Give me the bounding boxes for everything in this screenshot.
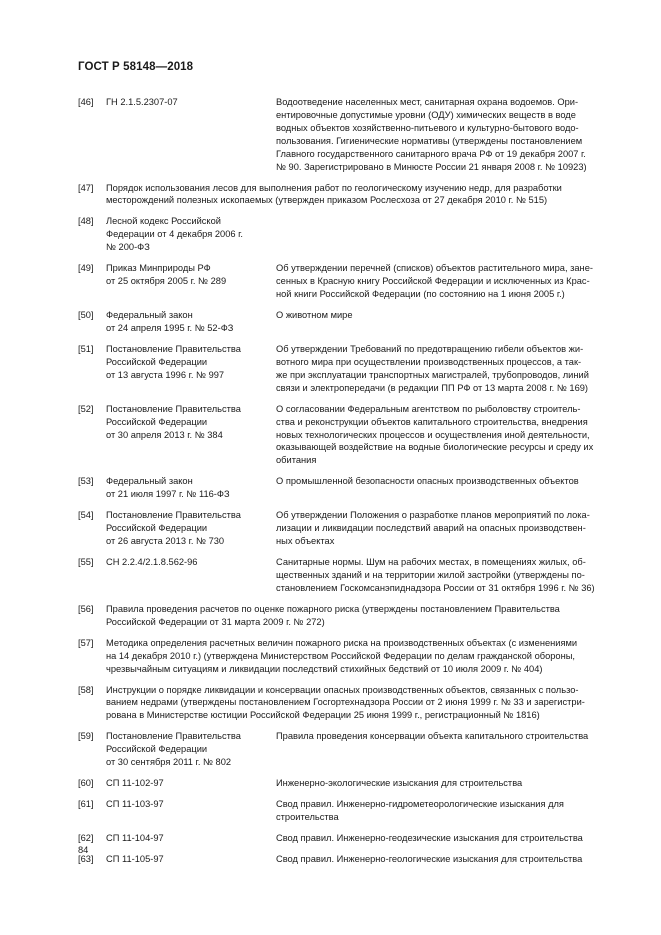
- reference-entry: [78, 637, 616, 676]
- reference-number: [56]: [78, 603, 94, 614]
- reference-title: [276, 832, 616, 845]
- reference-text-line: Водоотведение населенных мест, санитарная охрана водоемов. Ори-: [276, 97, 579, 107]
- reference-entry: [78, 262, 616, 301]
- reference-text-line: от 26 августа 2013 г. № 730: [106, 536, 225, 547]
- reference-title: [276, 730, 616, 769]
- reference-text-line: Российской Федерации от 31 марта 2009 г. № 272): [106, 616, 325, 627]
- reference-text-line: Лесной кодекс Российской: [106, 216, 221, 227]
- reference-text-line: щественных зданий и на территории жилой застройки (утверждены по-: [276, 569, 585, 580]
- reference-title: [276, 403, 616, 468]
- reference-source: [106, 853, 276, 866]
- reference-source: [106, 343, 276, 395]
- reference-text-line: Российской Федерации: [106, 416, 208, 427]
- reference-text-line: Постановление Правительства: [106, 343, 241, 354]
- reference-text-line: ГН 2.1.5.2307-07: [106, 97, 178, 107]
- reference-text-line: О согласовании Федеральным агентством по рыболовству строитель-: [276, 403, 581, 414]
- reference-entry: [78, 343, 616, 395]
- reference-source: [106, 509, 276, 548]
- reference-number: [62]: [78, 833, 94, 844]
- reference-full-text: [106, 603, 616, 629]
- reference-source: [106, 777, 276, 790]
- reference-number: [61]: [78, 799, 94, 810]
- reference-number: [51]: [78, 343, 94, 354]
- reference-number: [60]: [78, 778, 94, 789]
- reference-text-line: ных объектах: [276, 536, 335, 547]
- reference-text-line: СН 2.2.4/2.1.8.562-96: [106, 557, 198, 568]
- reference-entry: [78, 475, 616, 501]
- page-number: 84: [78, 845, 89, 855]
- reference-text-line: Об утверждении Положения о разработке планов мероприятий по лока-: [276, 510, 590, 521]
- reference-title: [276, 96, 616, 173]
- reference-title: [276, 777, 616, 790]
- reference-number: [55]: [78, 557, 94, 568]
- reference-number: [58]: [78, 684, 94, 695]
- reference-title: [276, 798, 616, 824]
- reference-entry: [78, 509, 616, 548]
- reference-text-line: СП 11-105-97: [106, 854, 164, 865]
- reference-text-line: Российской Федерации: [106, 523, 208, 534]
- reference-entry: [78, 684, 616, 723]
- reference-number: [52]: [78, 403, 94, 414]
- reference-title: [276, 262, 616, 301]
- reference-text-line: Правила проведения консервации объекта капитального строительства: [276, 731, 589, 742]
- reference-text-line: становлением Госкомсанэпиднадзора России от 31 октября 1996 г. № 36): [276, 582, 595, 593]
- reference-entry: [78, 730, 616, 769]
- reference-source: [106, 832, 276, 845]
- reference-text-line: же при эксплуатации транспортных магистралей, трубопроводов, линий: [276, 369, 589, 380]
- reference-number: [46]: [78, 97, 94, 107]
- reference-entry: [78, 182, 616, 208]
- reference-source: [106, 96, 276, 173]
- reference-text-line: связи и электропередачи (в редакции ПП РФ от 13 марта 2008 г. № 169): [276, 382, 589, 393]
- reference-number: [49]: [78, 263, 94, 274]
- reference-number: [53]: [78, 476, 94, 487]
- reference-entry: [78, 853, 616, 866]
- reference-text-line: сенных в Красную книгу Российской Федерации и исключенных из Крас-: [276, 276, 590, 287]
- reference-text-line: Об утверждении перечней (списков) объектов растительного мира, зане-: [276, 263, 593, 274]
- reference-text-line: обитания: [276, 455, 317, 466]
- reference-text-line: ства и реконструкции объектов капитального строительства, внедрения: [276, 416, 588, 427]
- reference-text-line: СП 11-102-97: [106, 778, 164, 789]
- reference-number: [63]: [78, 854, 94, 865]
- reference-text-line: Приказ Минприроды РФ: [106, 263, 211, 274]
- reference-entry: [78, 777, 616, 790]
- reference-text-line: Федеральный закон: [106, 310, 193, 321]
- reference-text-line: лизации и ликвидации последствий аварий на опасных производствен-: [276, 523, 586, 534]
- references-list: [78, 96, 616, 874]
- reference-text-line: ной книги Российской Федерации (по состоянию на 1 июня 2005 г.): [276, 289, 565, 300]
- reference-entry: [78, 798, 616, 824]
- reference-title: [276, 215, 616, 254]
- reference-number: [54]: [78, 510, 94, 521]
- reference-text-line: Инструкции о порядке ликвидации и консервации опасных производственных объектов, связанных с пользо-: [106, 684, 579, 695]
- reference-number: [47]: [78, 182, 94, 193]
- reference-source: [106, 475, 276, 501]
- reference-full-text: [106, 637, 616, 676]
- reference-text-line: от 24 апреля 1995 г. № 52-ФЗ: [106, 322, 234, 333]
- reference-entry: [78, 403, 616, 468]
- reference-text-line: Санитарные нормы. Шум на рабочих местах, в помещениях жилых, об-: [276, 557, 586, 568]
- reference-text-line: от 30 апреля 2013 г. № 384: [106, 429, 223, 440]
- reference-text-line: вотного мира при осуществлении производственных процессов, а так-: [276, 356, 582, 367]
- reference-text-line: от 25 октября 2005 г. № 289: [106, 276, 227, 287]
- reference-text-line: СП 11-103-97: [106, 799, 164, 810]
- reference-text-line: от 21 июля 1997 г. № 116-ФЗ: [106, 489, 230, 500]
- reference-source: [106, 798, 276, 824]
- reference-number: [50]: [78, 310, 94, 321]
- reference-full-text: [106, 182, 616, 208]
- reference-text-line: оказывающей воздействие на водные биологические ресурсы и среду их: [276, 442, 594, 453]
- reference-number: [57]: [78, 637, 94, 648]
- reference-text-line: Федеральный закон: [106, 476, 193, 487]
- reference-number: [48]: [78, 216, 94, 227]
- reference-text-line: месторождений полезных ископаемых (утвержден приказом Рослесхоза от 27 декабря 2010 г. № 515): [106, 195, 548, 206]
- reference-text-line: Свод правил. Инженерно-геологические изыскания для строительства: [276, 854, 583, 865]
- reference-text-line: № 90. Зарегистрировано в Минюсте России 21 января 2008 г. № 10923): [276, 161, 587, 172]
- document-header: ГОСТ Р 58148—2018: [78, 61, 194, 73]
- reference-source: [106, 730, 276, 769]
- reference-entry: [78, 215, 616, 254]
- reference-text-line: Постановление Правительства: [106, 731, 241, 742]
- reference-text-line: Федерации от 4 декабря 2006 г.: [106, 229, 243, 240]
- reference-source: [106, 262, 276, 301]
- reference-title: [276, 556, 616, 595]
- reference-title: [276, 853, 616, 866]
- reference-text-line: Инженерно-экологические изыскания для строительства: [276, 778, 523, 789]
- reference-text-line: на 14 декабря 2010 г.) (утверждена Министерством Российской Федерации по делам гражданской обороны,: [106, 650, 575, 661]
- reference-text-line: чрезвычайным ситуациям и ликвидации последствий стихийных бедствий от 10 июля 2009 г. № 404): [106, 663, 543, 674]
- reference-text-line: Постановление Правительства: [106, 510, 241, 521]
- reference-text-line: Российской Федерации: [106, 356, 208, 367]
- reference-text-line: Об утверждении Требований по предотвращению гибели объектов жи-: [276, 343, 584, 354]
- reference-entry: [78, 556, 616, 595]
- reference-text-line: от 13 августа 1996 г. № 997: [106, 369, 225, 380]
- reference-text-line: ванием недрами (утверждены постановлением Госгортехнадзора России от 2 июня 1999 г. № 33 и зарегистри-: [106, 697, 585, 708]
- reference-source: [106, 403, 276, 468]
- reference-number: [59]: [78, 731, 94, 742]
- reference-text-line: О промышленной безопасности опасных производственных объектов: [276, 476, 579, 487]
- reference-text-line: от 30 сентября 2011 г. № 802: [106, 757, 232, 768]
- reference-entry: [78, 832, 616, 845]
- reference-text-line: Методика определения расчетных величин пожарного риска на производственных объектах (с изменениями: [106, 637, 578, 648]
- reference-full-text: [106, 684, 616, 723]
- reference-text-line: № 200-ФЗ: [106, 242, 150, 253]
- reference-text-line: пользования. Гигиенические нормативы (утверждены постановлением: [276, 135, 583, 146]
- reference-source: [106, 556, 276, 595]
- reference-entry: [78, 96, 616, 173]
- reference-title: [276, 509, 616, 548]
- reference-entry: [78, 309, 616, 335]
- reference-text-line: Правила проведения расчетов по оценке пожарного риска (утверждены постановлением Правительства: [106, 603, 560, 614]
- reference-text-line: Порядок использования лесов для выполнения работ по геологическому изучению недр, для разработки: [106, 182, 562, 193]
- reference-text-line: Свод правил. Инженерно-геодезические изыскания для строительства: [276, 833, 583, 844]
- reference-source: [106, 215, 276, 254]
- reference-title: [276, 343, 616, 395]
- reference-text-line: новых технологических процессов и осуществления иной деятельности,: [276, 429, 590, 440]
- reference-text-line: водных объектов хозяйственно-питьевого и культурно-бытового водо-: [276, 122, 579, 133]
- reference-text-line: СП 11-104-97: [106, 833, 164, 844]
- reference-text-line: рована в Министерстве юстиции Российской Федерации 25 июня 1999 г., регистрационный № 1816): [106, 710, 540, 721]
- reference-text-line: О животном мире: [276, 310, 353, 321]
- reference-text-line: Главного государственного санитарного врача РФ от 19 декабря 2007 г.: [276, 148, 586, 159]
- reference-title: [276, 475, 616, 501]
- reference-text-line: Постановление Правительства: [106, 403, 241, 414]
- reference-entry: [78, 603, 616, 629]
- reference-text-line: строительства: [276, 812, 339, 823]
- reference-title: [276, 309, 616, 335]
- reference-text-line: ентировочные допустимые уровни (ОДУ) химических веществ в воде: [276, 109, 576, 120]
- reference-text-line: Российской Федерации: [106, 744, 208, 755]
- reference-source: [106, 309, 276, 335]
- reference-text-line: Свод правил. Инженерно-гидрометеорологические изыскания для: [276, 799, 564, 810]
